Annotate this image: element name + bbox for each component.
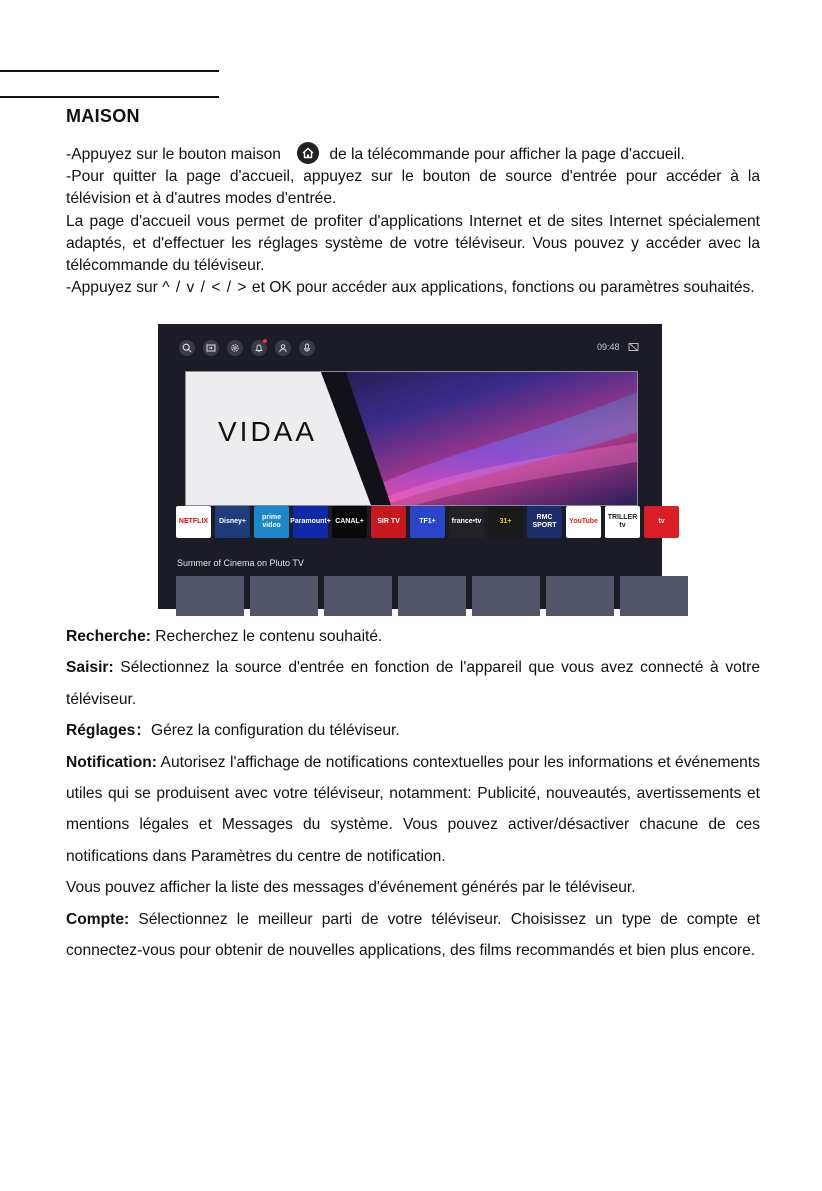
tv-clock: 09:48 bbox=[597, 342, 620, 352]
feature-text: Sélectionnez le meilleur parti de votre téléviseur. Choisissez un type de compte et connectez-vous pour obtenir de nouvelles applications, des films recommandés et bien plus encore. bbox=[66, 910, 760, 960]
intro-p2: -Pour quitter la page d'accueil, appuyez sur le bouton de source d'entrée pour accéder à la télévision et à d'autres modes d'entrée. bbox=[66, 168, 760, 208]
content-tile[interactable] bbox=[620, 576, 688, 616]
app-tile[interactable]: france•tv bbox=[449, 506, 484, 538]
app-tile[interactable]: CANAL+ bbox=[332, 506, 367, 538]
user-icon[interactable] bbox=[275, 340, 291, 356]
intro-text bbox=[66, 142, 760, 299]
tv-home-screenshot bbox=[158, 324, 665, 609]
input-icon[interactable] bbox=[203, 340, 219, 356]
intro-p1-before: -Appuyez sur le bouton maison bbox=[66, 146, 281, 163]
app-tile[interactable]: prime video bbox=[254, 506, 289, 538]
feature-item bbox=[66, 872, 760, 903]
header-rule-top bbox=[0, 70, 219, 72]
intro-p1-after: de la télécommande pour afficher la page d'accueil. bbox=[329, 146, 685, 163]
content-tiles bbox=[176, 576, 662, 616]
feature-term: Saisir: bbox=[66, 659, 114, 677]
app-tile[interactable]: SIR TV bbox=[371, 506, 406, 538]
feature-descriptions bbox=[66, 621, 760, 966]
feature-item bbox=[66, 652, 760, 715]
header-rule-bottom bbox=[0, 96, 219, 98]
feature-text: Vous pouvez afficher la liste des messages d'événement générés par le téléviseur. bbox=[66, 879, 636, 897]
mic-icon[interactable] bbox=[299, 340, 315, 356]
app-tile[interactable]: 31+ bbox=[488, 506, 523, 538]
app-tile[interactable]: tv bbox=[644, 506, 679, 538]
content-tile[interactable] bbox=[324, 576, 392, 616]
intro-p4-before: -Appuyez sur bbox=[66, 279, 158, 297]
home-icon bbox=[297, 142, 319, 164]
search-icon[interactable] bbox=[179, 340, 195, 356]
app-tile[interactable]: NETFLIX bbox=[176, 506, 211, 538]
feature-term: Compte: bbox=[66, 910, 130, 928]
feature-term: Recherche: bbox=[66, 628, 151, 645]
feature-text: Gérez la configuration du téléviseur. bbox=[150, 722, 400, 740]
feature-item bbox=[66, 715, 760, 746]
feature-item bbox=[66, 747, 760, 873]
app-tile[interactable]: YouTube bbox=[566, 506, 601, 538]
feature-text: Autorisez l'affichage de notifications contextuelles pour les informations et événements utiles qui se produisent avec votre téléviseur, notamment: Publicité, nouveautés, avertissements et mentions légales et Messages du système. Vous pouvez activer/désactiver chacune de ces notifications dans Paramètres du centre de notification. bbox=[66, 753, 760, 865]
app-tile[interactable]: RMC SPORT bbox=[527, 506, 562, 538]
intro-p4-after: et OK pour accéder aux applications, fonctions ou paramètres souhaités. bbox=[251, 279, 755, 297]
settings-icon[interactable] bbox=[227, 340, 243, 356]
feature-text: Recherchez le contenu souhaité. bbox=[150, 628, 383, 645]
intro-p3: La page d'accueil vous permet de profiter d'applications Internet et de sites Internet spécialement adaptés, et d'effectuer les réglages système de votre téléviseur. Vous pouvez y accéder avec la télécommande du téléviseur. bbox=[66, 212, 760, 275]
content-tile[interactable] bbox=[176, 576, 244, 616]
tv-topbar bbox=[158, 324, 662, 364]
intro-p4 bbox=[66, 277, 760, 299]
feature-term: Notification: bbox=[66, 753, 157, 771]
app-tile[interactable]: Disney+ bbox=[215, 506, 250, 538]
content-tile[interactable] bbox=[472, 576, 540, 616]
app-row bbox=[176, 506, 665, 538]
feature-term: Réglages： bbox=[66, 722, 151, 740]
bell-icon[interactable] bbox=[251, 340, 267, 356]
app-tile[interactable]: Paramount+ bbox=[293, 506, 328, 538]
content-tile[interactable] bbox=[398, 576, 466, 616]
page-title: MAISON bbox=[66, 106, 140, 126]
feature-text: Sélectionnez la source d'entrée en fonction de l'appareil que vous avez connecté à votre téléviseur. bbox=[66, 659, 760, 708]
notification-dot bbox=[263, 339, 267, 343]
content-tile[interactable] bbox=[250, 576, 318, 616]
arrow-keys: ^ / v / < / > bbox=[162, 279, 248, 297]
intro-p1 bbox=[66, 142, 760, 166]
vidaa-logo: VIDAA bbox=[218, 416, 318, 447]
cast-icon[interactable] bbox=[628, 342, 639, 352]
app-tile[interactable]: TRILLER tv bbox=[605, 506, 640, 538]
content-tile[interactable] bbox=[546, 576, 614, 616]
feature-item bbox=[66, 621, 760, 652]
feature-item bbox=[66, 904, 760, 967]
hero-banner[interactable] bbox=[185, 371, 638, 506]
section-title: Summer of Cinema on Pluto TV bbox=[177, 558, 304, 568]
app-tile[interactable]: TF1+ bbox=[410, 506, 445, 538]
